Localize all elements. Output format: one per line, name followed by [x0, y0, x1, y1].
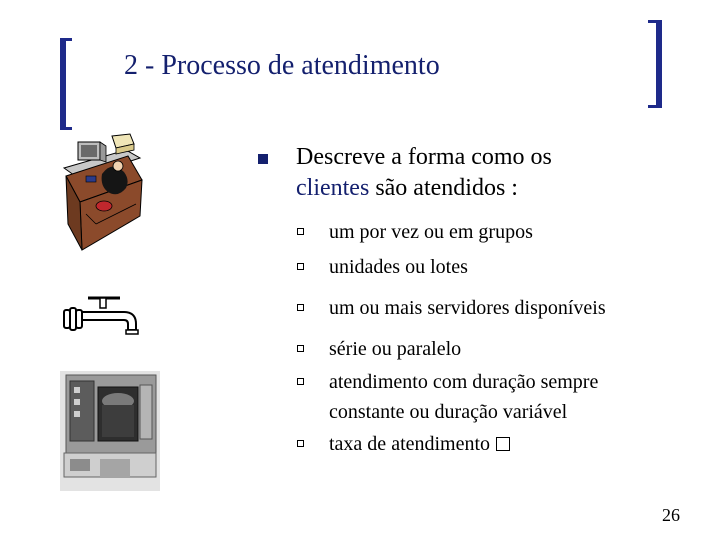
main-bullet-line1: Descreve a forma como os	[296, 144, 552, 170]
sub-bullet-marker	[297, 378, 304, 385]
sub-item-text: atendimento com duração sempre	[329, 371, 599, 393]
sub-bullet-marker	[297, 440, 304, 447]
sub-bullet-marker	[297, 304, 304, 311]
title-bracket-right	[648, 20, 662, 108]
slide-title: 2 - Processo de atendimento	[124, 50, 440, 81]
sub-item-continuation: constante ou duração variável	[329, 401, 568, 423]
office-desk-clipart	[56, 128, 146, 258]
water-faucet-clipart	[62, 290, 142, 340]
sub-bullet-marker	[297, 345, 304, 352]
sub-bullet-marker	[297, 228, 304, 235]
title-bracket-left	[60, 38, 72, 130]
sub-item-text: série ou paralelo	[329, 338, 462, 360]
machinery-photo	[60, 371, 160, 491]
main-bullet-marker	[258, 154, 268, 164]
sub-item-text: um ou mais servidores disponíveis	[329, 297, 606, 319]
placeholder-box-icon	[496, 437, 510, 451]
main-bullet-line2	[296, 173, 676, 204]
sub-item-text: um por vez ou em grupos	[329, 221, 533, 243]
sub-item-text: taxa de atendimento	[329, 433, 491, 455]
sub-item-text-with-box	[329, 433, 510, 455]
main-bullet-text	[296, 142, 676, 204]
page-number: 26	[662, 505, 680, 525]
main-bullet-line2-rest: são atendidos :	[369, 175, 518, 201]
sub-item-text: unidades ou lotes	[329, 256, 468, 278]
sub-bullet-marker	[297, 263, 304, 270]
clientes-highlight: clientes	[296, 175, 370, 201]
